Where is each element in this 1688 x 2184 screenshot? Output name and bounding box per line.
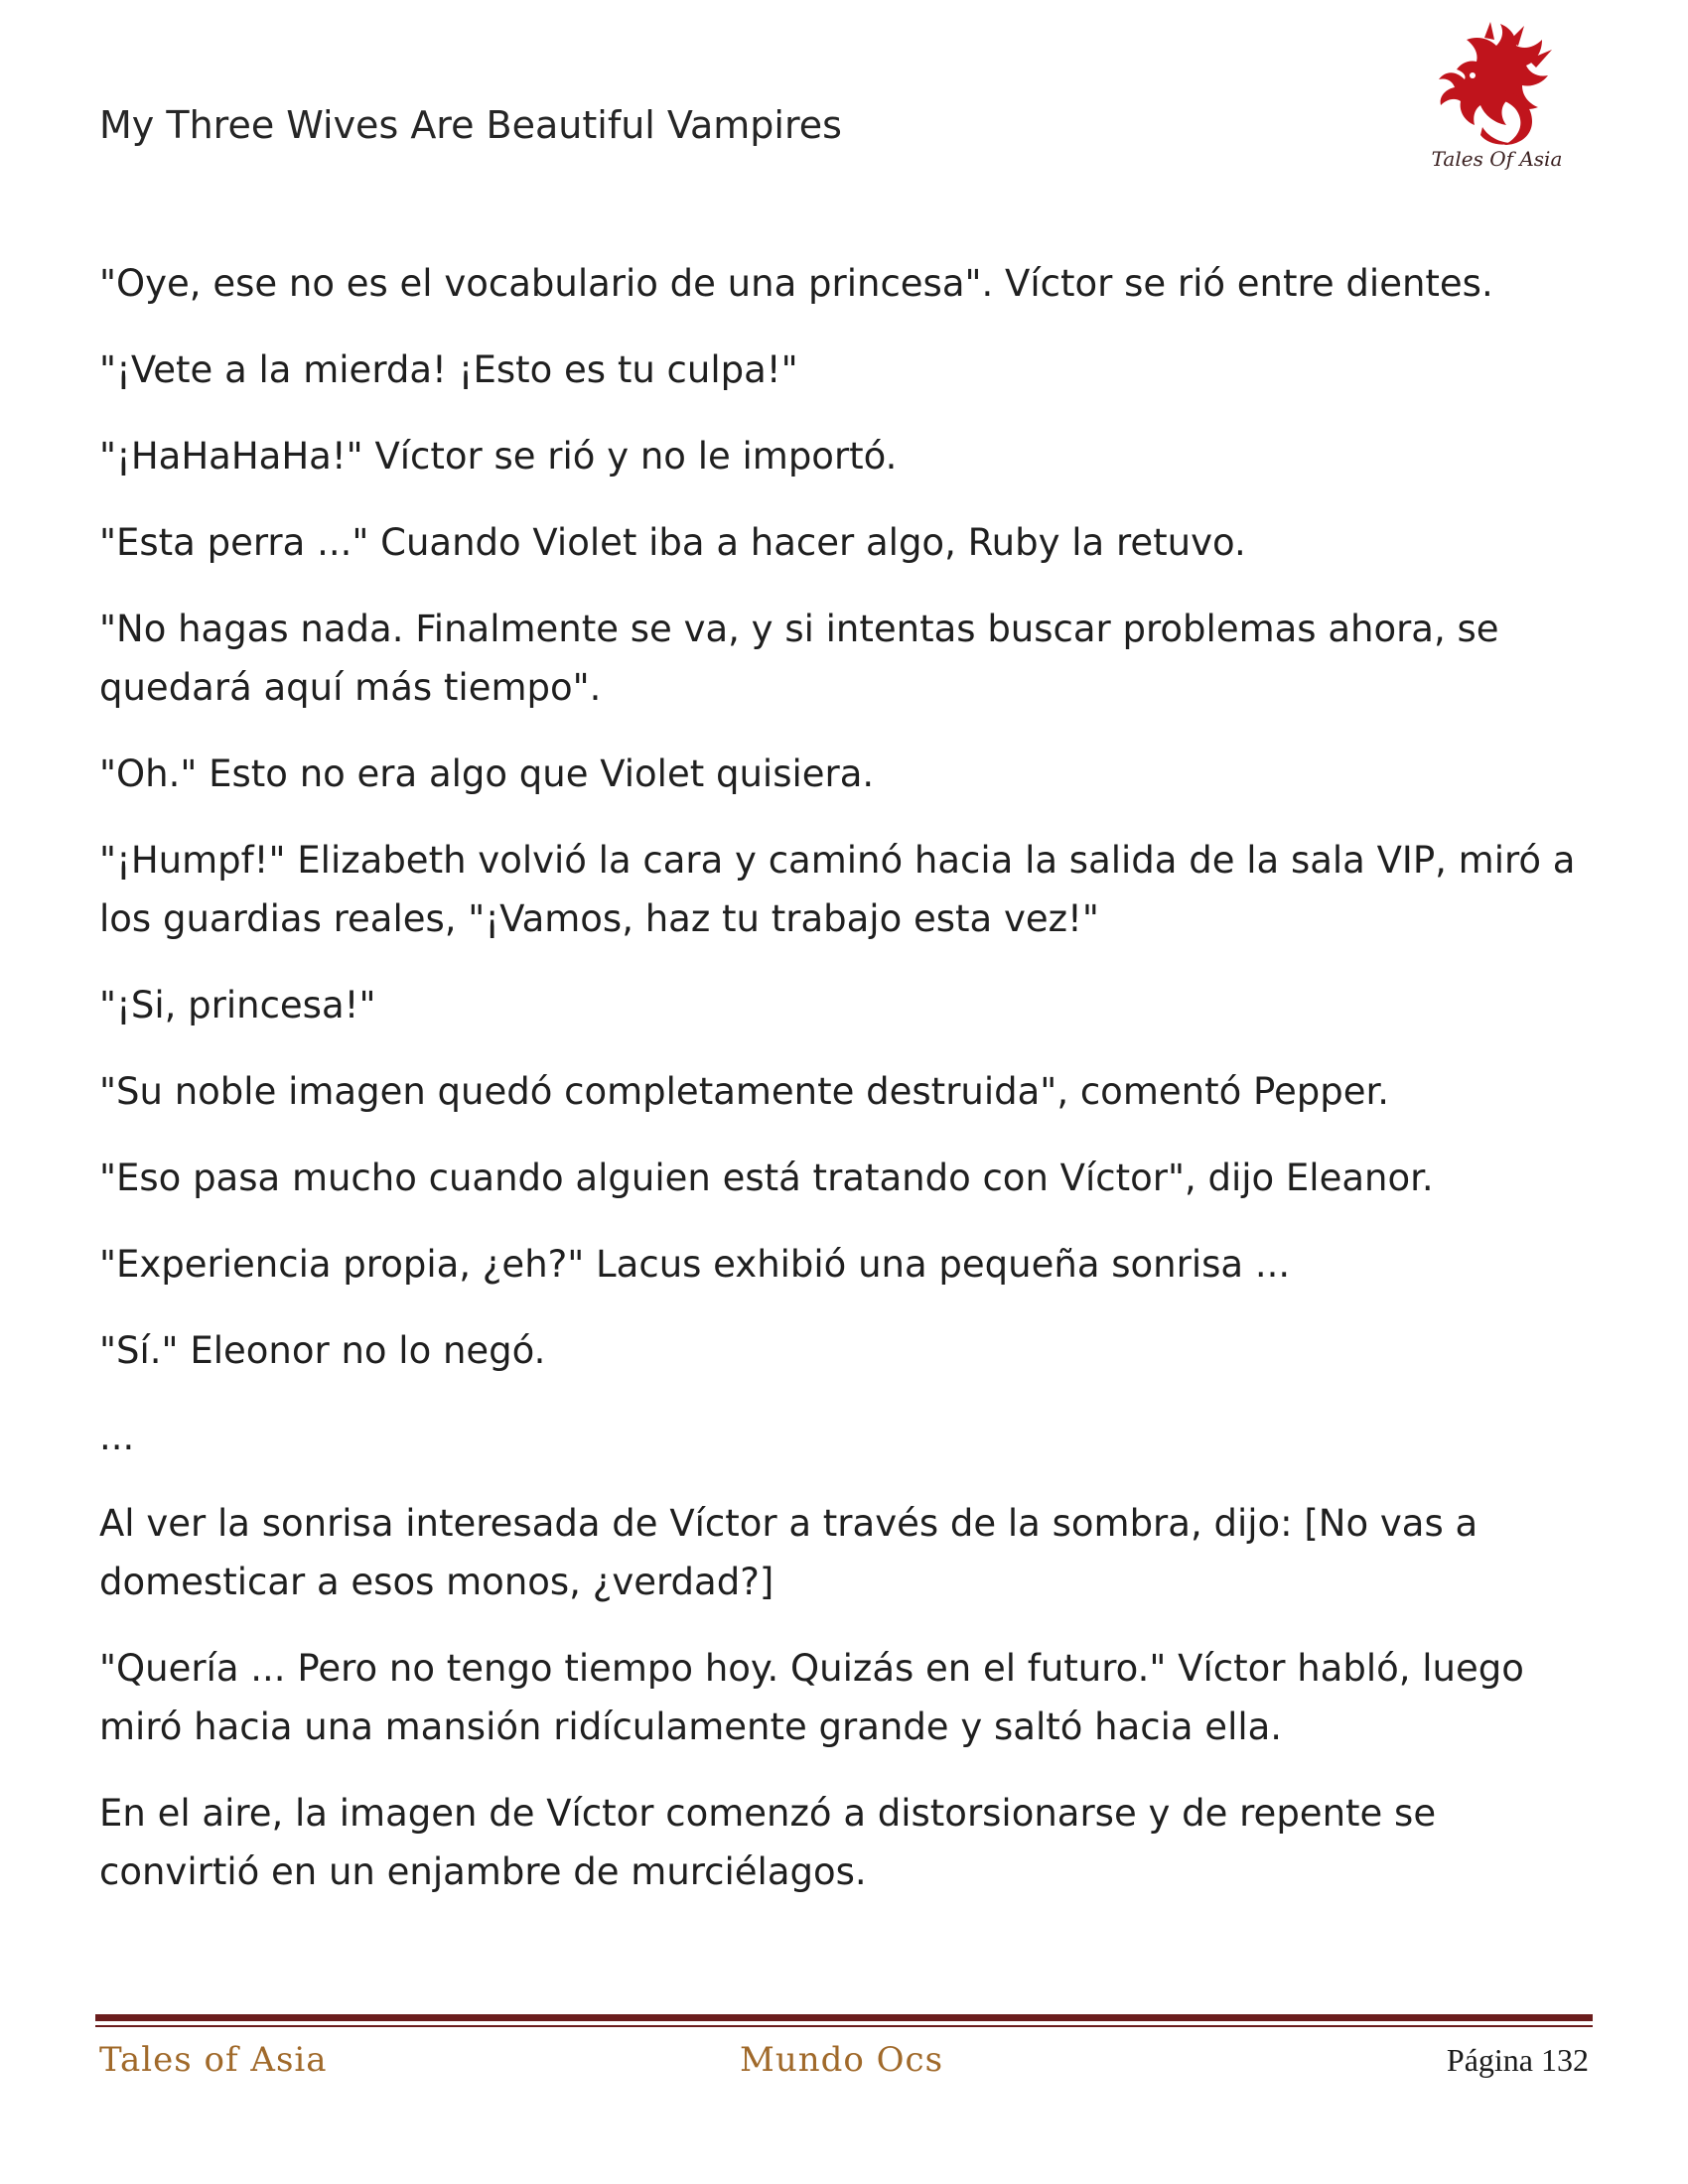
tales-of-asia-logo [1425,20,1569,184]
logo-text: Tales Of Asia [1431,147,1563,171]
paragraph: "Quería ... Pero no tengo tiempo hoy. Quizás en el futuro." Víctor habló, luego miró hacia una mansión ridículamente grande y saltó hacia ella. [99,1647,1524,1748]
paragraph: "Eso pasa mucho cuando alguien está tratando con Víctor", dijo Eleanor. [99,1157,1434,1199]
paragraph: "¡Vete a la mierda! ¡Esto es tu culpa!" [99,348,798,391]
paragraph: "Experiencia propia, ¿eh?" Lacus exhibió una pequeña sonrisa ... [99,1243,1291,1286]
paragraph: "Oye, ese no es el vocabulario de una princesa". Víctor se rió entre dientes. [99,262,1493,305]
paragraph: "Esta perra ..." Cuando Violet iba a hacer algo, Ruby la retuvo. [99,521,1246,564]
paragraph: Al ver la sonrisa interesada de Víctor a través de la sombra, dijo: [No vas a domesticar a esos monos, ¿verdad?] [99,1502,1478,1603]
paragraph: "¡Humpf!" Elizabeth volvió la cara y caminó hacia la salida de la sala VIP, miró a los guardias reales, "¡Vamos, haz tu trabajo esta vez!" [99,839,1576,940]
red-dragon-icon [1425,20,1569,149]
paragraph: "Su noble imagen quedó completamente destruida", comentó Pepper. [99,1070,1390,1113]
paragraph: "¡HaHaHaHa!" Víctor se rió y no le importó. [99,435,898,478]
paragraph: "Sí." Eleonor no lo negó. [99,1329,546,1372]
paragraph: En el aire, la imagen de Víctor comenzó a distorsionarse y de repente se convirtió en un enjambre de murciélagos. [99,1792,1437,1893]
footer-divider [95,2014,1593,2021]
paragraph: "¡Si, princesa!" [99,984,376,1026]
scene-break: ... [99,1416,135,1458]
footer-divider-thin [95,2025,1593,2027]
page-number: Página 132 [1446,2042,1589,2078]
paragraph: "No hagas nada. Finalmente se va, y si intentas buscar problemas ahora, se quedará aquí más tiempo". [99,608,1499,709]
paragraph: "Oh." Esto no era algo que Violet quisiera. [99,752,875,795]
document-title: My Three Wives Are Beautiful Vampires [99,103,842,147]
document-body [99,254,1599,1929]
footer-publisher: Tales of Asia [99,2040,328,2080]
footer-source: Mundo Ocs [740,2040,944,2080]
